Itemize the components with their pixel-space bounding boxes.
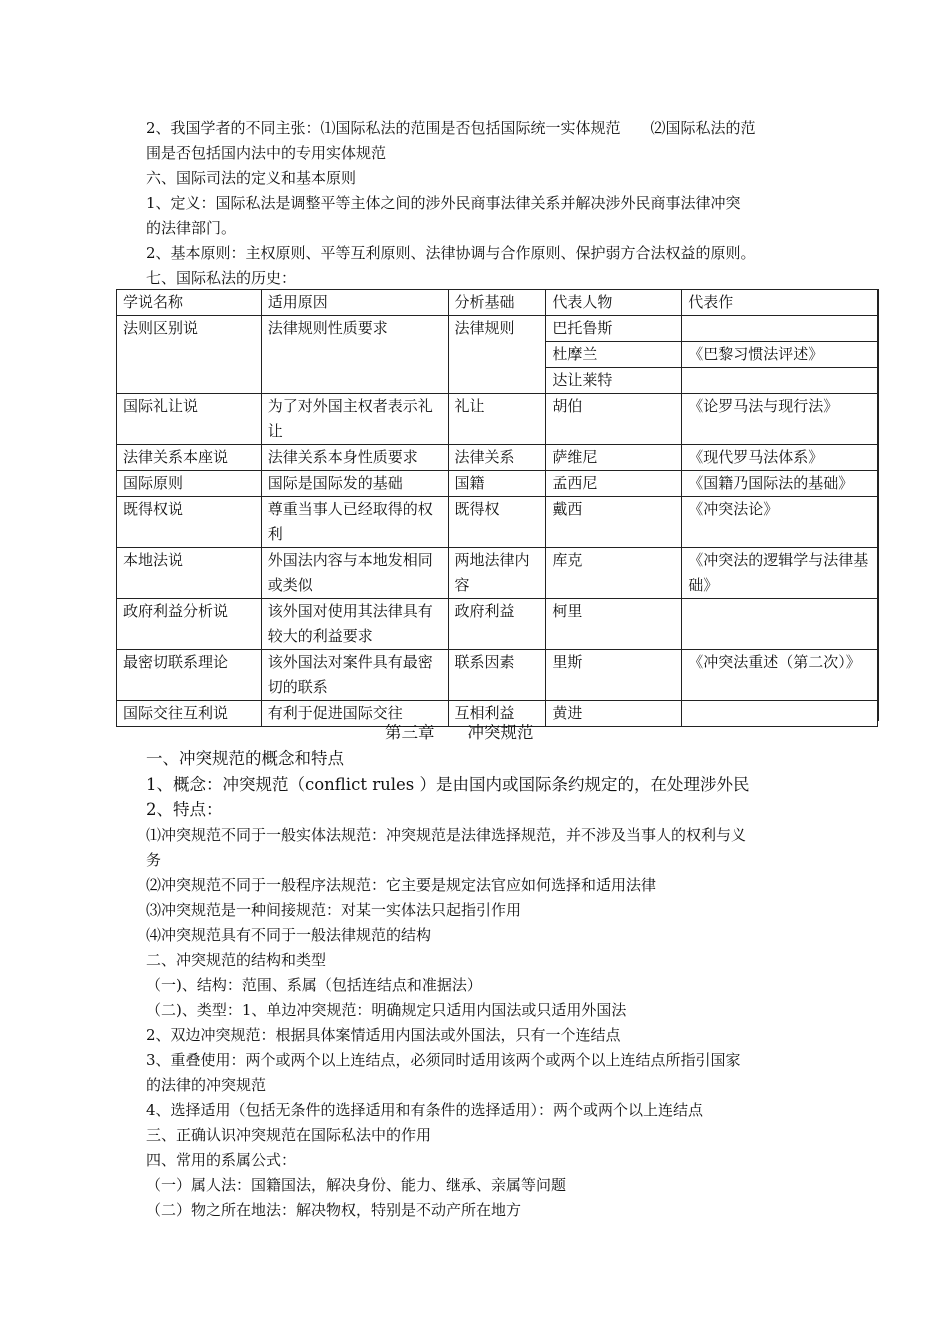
text-line: （一）属人法：国籍国法，解决身份、能力、继承、亲属等问题	[146, 1176, 567, 1194]
text-line: 3、重叠使用：两个或两个以上连结点，必须同时适用该两个或两个以上连结点所指引国家	[146, 1051, 741, 1069]
work-cell	[682, 701, 878, 727]
theory-cell: 国际礼让说	[117, 394, 262, 445]
text-line: （二)、类型：1、单边冲突规范：明确规定只适用内国法或只适用外国法	[146, 1001, 627, 1019]
reason-cell: 为了对外国主权者表示礼让	[261, 394, 448, 445]
person-cell: 杜摩兰	[546, 342, 682, 368]
basis-cell: 既得权	[448, 497, 546, 548]
table-row	[117, 471, 878, 497]
theory-cell: 既得权说	[117, 497, 262, 548]
column-header: 适用原因	[261, 290, 448, 316]
history-table	[116, 289, 878, 727]
person-cell: 里斯	[546, 650, 682, 701]
table-row	[117, 394, 878, 445]
work-cell: 《冲突法的逻辑学与法律基础》	[682, 548, 878, 599]
table-row	[117, 445, 878, 471]
text-line: 2、我国学者的不同主张：⑴国际私法的范围是否包括国际统一实体规范 ⑵国际私法的范	[146, 119, 756, 137]
person-cell: 胡伯	[546, 394, 682, 445]
reason-cell: 国际是国际发的基础	[261, 471, 448, 497]
work-cell: 《巴黎习惯法评述》	[682, 342, 878, 368]
person-cell: 孟西尼	[546, 471, 682, 497]
theory-cell: 政府利益分析说	[117, 599, 262, 650]
person-cell: 巴托鲁斯	[546, 316, 682, 342]
basis-cell: 法律规则	[448, 316, 546, 394]
table-border	[877, 289, 879, 721]
chapter-title: 第三章 冲突规范	[385, 723, 534, 742]
text-line: （一)、结构：范围、系属（包括连结点和准据法）	[146, 976, 482, 994]
table-row	[117, 650, 878, 701]
section-heading: 一、冲突规范的概念和特点	[146, 749, 344, 768]
text-line: ⑵冲突规范不同于一般程序法规范：它主要是规定法官应如何选择和适用法律	[146, 876, 657, 894]
work-cell: 《论罗马法与现行法》	[682, 394, 878, 445]
theory-cell: 国际原则	[117, 471, 262, 497]
text-line: 2、基本原则：主权原则、平等互利原则、法律协调与合作原则、保护弱方合法权益的原则。	[146, 244, 756, 262]
person-cell: 库克	[546, 548, 682, 599]
text-line: 1、概念：冲突规范（conflict rules ）是由国内或国际条约规定的，在处理涉外民	[146, 775, 750, 794]
table-header-row	[117, 290, 878, 316]
work-cell: 《现代罗马法体系》	[682, 445, 878, 471]
work-cell	[682, 316, 878, 342]
theory-cell: 法则区别说	[117, 316, 262, 394]
work-cell	[682, 368, 878, 394]
work-cell: 《冲突法论》	[682, 497, 878, 548]
reason-cell: 有利于促进国际交往	[261, 701, 448, 727]
text-line: 围是否包括国内法中的专用实体规范	[146, 144, 387, 162]
work-cell: 《国籍乃国际法的基础》	[682, 471, 878, 497]
reason-cell: 该外国对使用其法律具有较大的利益要求	[261, 599, 448, 650]
basis-cell: 两地法律内容	[448, 548, 546, 599]
basis-cell: 国籍	[448, 471, 546, 497]
person-cell: 柯里	[546, 599, 682, 650]
section-heading: 六、国际司法的定义和基本原则	[146, 169, 357, 187]
work-cell: 《冲突法重述（第二次）》	[682, 650, 878, 701]
basis-cell: 政府利益	[448, 599, 546, 650]
person-cell: 黄进	[546, 701, 682, 727]
table-row	[117, 599, 878, 650]
basis-cell: 联系因素	[448, 650, 546, 701]
theory-cell: 法律关系本座说	[117, 445, 262, 471]
table-row	[117, 548, 878, 599]
reason-cell: 外国法内容与本地发相同或类似	[261, 548, 448, 599]
person-cell: 戴西	[546, 497, 682, 548]
column-header: 分析基础	[448, 290, 546, 316]
text-line: 1、定义：国际私法是调整平等主体之间的涉外民商事法律关系并解决涉外民商事法律冲突	[146, 194, 741, 212]
table-row	[117, 497, 878, 548]
person-cell: 萨维尼	[546, 445, 682, 471]
reason-cell: 该外国法对案件具有最密切的联系	[261, 650, 448, 701]
basis-cell: 礼让	[448, 394, 546, 445]
basis-cell: 法律关系	[448, 445, 546, 471]
reason-cell: 法律关系本身性质要求	[261, 445, 448, 471]
text-line: ⑴冲突规范不同于一般实体法规范：冲突规范是法律选择规范，并不涉及当事人的权利与义	[146, 826, 747, 844]
text-line: （二）物之所在地法：解决物权，特别是不动产所在地方	[146, 1201, 522, 1219]
text-line: 2、特点：	[146, 800, 223, 819]
text-line: 2、双边冲突规范：根据具体案情适用内国法或外国法，只有一个连结点	[146, 1026, 621, 1044]
text-line: ⑶冲突规范是一种间接规范：对某一实体法只起指引作用	[146, 901, 522, 919]
table-row	[117, 316, 878, 342]
reason-cell: 法律规则性质要求	[261, 316, 448, 394]
text-line: 务	[146, 851, 162, 869]
section-heading: 七、国际私法的历史：	[146, 269, 297, 287]
person-cell: 达让莱特	[546, 368, 682, 394]
section-heading: 四、常用的系属公式：	[146, 1151, 297, 1169]
text-line: ⑷冲突规范具有不同于一般法律规范的结构	[146, 926, 432, 944]
section-heading: 二、冲突规范的结构和类型	[146, 951, 327, 969]
basis-cell: 互相利益	[448, 701, 546, 727]
column-header: 学说名称	[117, 290, 262, 316]
theory-cell: 最密切联系理论	[117, 650, 262, 701]
theory-cell: 本地法说	[117, 548, 262, 599]
text-line: 的法律的冲突规范	[146, 1076, 267, 1094]
theory-cell: 国际交往互利说	[117, 701, 262, 727]
work-cell	[682, 599, 878, 650]
column-header: 代表作	[682, 290, 878, 316]
section-heading: 三、正确认识冲突规范在国际私法中的作用	[146, 1126, 432, 1144]
reason-cell: 尊重当事人已经取得的权利	[261, 497, 448, 548]
text-line: 的法律部门。	[146, 219, 237, 237]
text-line: 4、选择适用（包括无条件的选择适用和有条件的选择适用）：两个或两个以上连结点	[146, 1101, 704, 1119]
column-header: 代表人物	[546, 290, 682, 316]
